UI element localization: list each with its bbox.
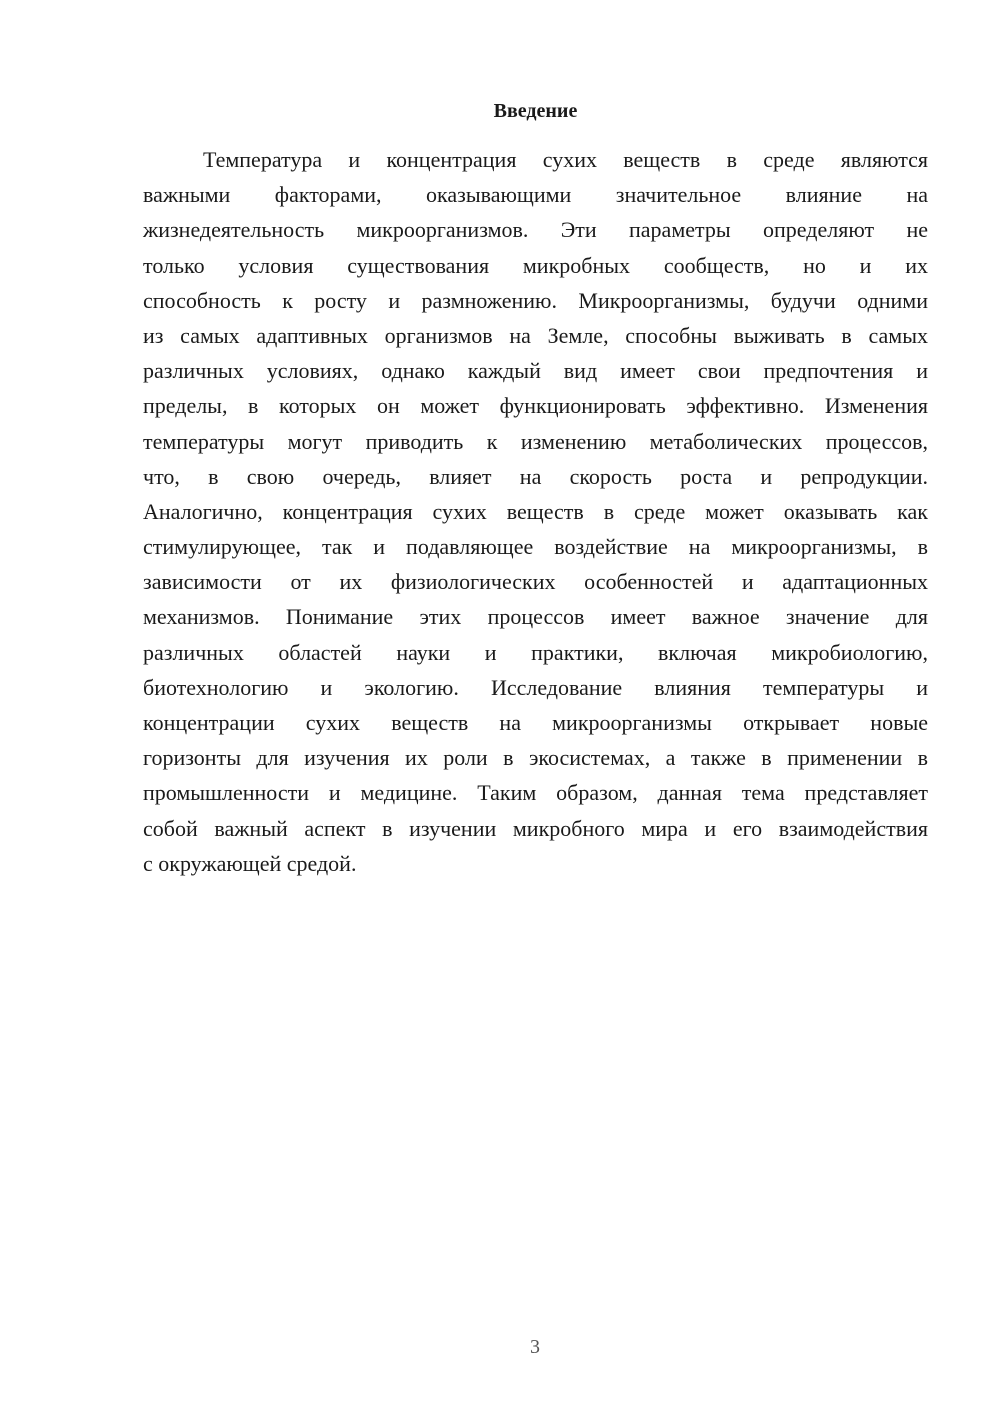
paragraph-line: из самых адаптивных организмов на Земле, способны выживать в самых: [143, 322, 928, 348]
paragraph-line: что, в свою очередь, влияет на скорость роста и репродукции.: [143, 463, 928, 489]
section-heading: Введение: [493, 100, 578, 122]
paragraph-line: только условия существования микробных сообществ, но и их: [143, 252, 928, 278]
paragraph-line: различных условиях, однако каждый вид имеет свои предпочтения и: [143, 358, 928, 384]
paragraph-line: различных областей науки и практики, включая микробиологию,: [143, 639, 928, 665]
paragraph-line: горизонты для изучения их роли в экосистемах, а также в применении в: [143, 745, 928, 771]
paragraph-line: промышленности и медицине. Таким образом, данная тема представляет: [143, 780, 928, 806]
paragraph-line: Температура и концентрация сухих веществ в среде являются: [203, 147, 928, 172]
paragraph-line: концентрации сухих веществ на микроорганизмы открывает новые: [143, 710, 928, 735]
paragraph-line: Аналогично, концентрация сухих веществ в среде может оказывать как: [143, 498, 928, 524]
paragraph-line: собой важный аспект в изучении микробного мира и его взаимодействия: [143, 815, 928, 841]
paragraph-line: биотехнологию и экологию. Исследование влияния температуры и: [143, 674, 928, 700]
paragraph-line: стимулирующее, так и подавляющее воздействие на микроорганизмы, в: [143, 534, 928, 560]
paragraph-line: механизмов. Понимание этих процессов имеет важное значение для: [143, 604, 928, 630]
paragraph-line: с окружающей средой.: [143, 850, 357, 876]
page-number: 3: [530, 1336, 540, 1358]
body-paragraph: [143, 142, 928, 881]
paragraph-line: важными факторами, оказывающими значительное влияние на: [143, 182, 928, 208]
paragraph-line: зависимости от их физиологических особенностей и адаптационных: [143, 569, 928, 595]
paragraph-line: пределы, в которых он может функционировать эффективно. Изменения: [143, 393, 928, 419]
paragraph-line: способность к росту и размножению. Микроорганизмы, будучи одними: [143, 287, 928, 313]
paragraph-line: температуры могут приводить к изменению метаболических процессов,: [143, 428, 928, 454]
paragraph-line: жизнедеятельность микроорганизмов. Эти параметры определяют не: [143, 217, 928, 243]
